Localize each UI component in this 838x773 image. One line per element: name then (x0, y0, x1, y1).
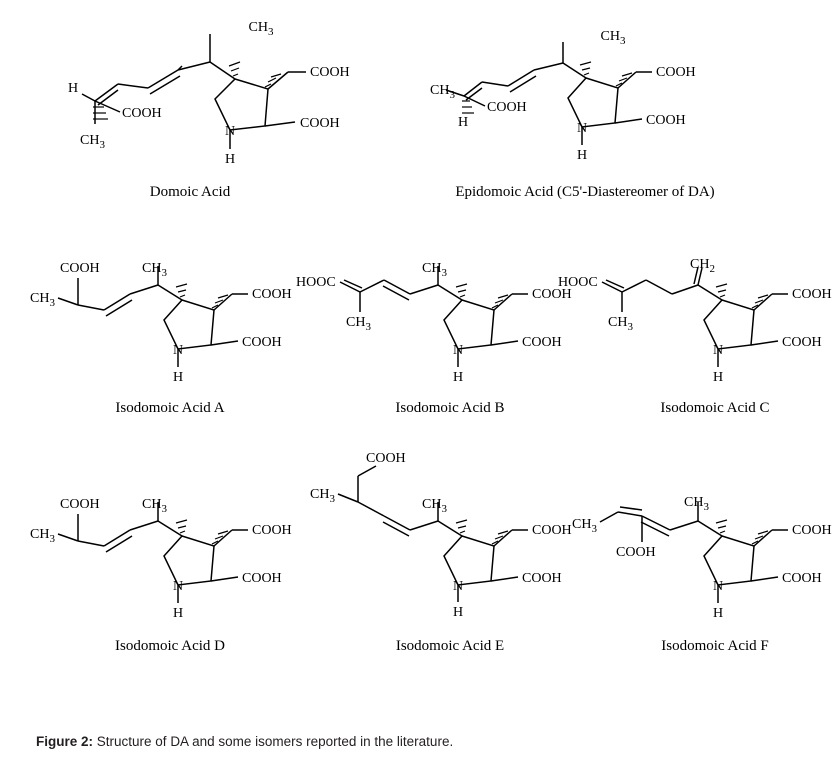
label-ch2-top: $CH_2$ (690, 257, 715, 275)
label-cooh-left: COOH (122, 106, 162, 121)
label-cooh-lower: COOH (522, 335, 562, 350)
label-ch3-left: $CH_3$ (572, 517, 597, 535)
label-cooh-upper: COOH (252, 287, 292, 302)
isodomoic-c-diagram (558, 250, 838, 390)
label-n-h: H (576, 148, 588, 163)
caption-isodomoic-acid-d: Isodomoic Acid D (115, 638, 225, 654)
label-ch3-left: $CH_3$ (310, 487, 335, 505)
label-n: N (576, 121, 588, 136)
label-n: N (172, 579, 184, 594)
label-ch3-left: $CH_3$ (430, 83, 455, 101)
label-ch3-mid: $CH_3$ (422, 497, 447, 515)
label-cooh-lower: COOH (646, 113, 686, 128)
label-ch3-left: $CH_3$ (80, 133, 105, 151)
label-n-h: H (224, 152, 236, 167)
label-cooh-mid: COOH (616, 545, 656, 560)
label-cooh-lower: COOH (782, 335, 822, 350)
label-cooh-top: COOH (60, 497, 100, 512)
label-ch3-top: $CH_3$ (248, 20, 274, 38)
label-n: N (712, 343, 724, 358)
domoic-acid-diagram (60, 4, 390, 184)
isodomoic-e-diagram (310, 440, 590, 625)
caption-isodomoic-acid-c: Isodomoic Acid C (660, 400, 770, 416)
structure-domoic-acid (60, 4, 390, 184)
caption-domoic-acid: Domoic Acid (149, 184, 231, 200)
label-cooh-upper: COOH (310, 65, 350, 80)
label-n-h: H (712, 606, 724, 621)
label-n: N (452, 579, 464, 594)
label-ch3-top: $CH_3$ (600, 29, 626, 47)
label-ch3-top: $CH_3$ (142, 261, 167, 279)
structure-isodomoic-acid-b (296, 250, 590, 390)
label-n-h: H (172, 370, 184, 385)
label-cooh-lower: COOH (522, 571, 562, 586)
label-cooh-top: COOH (60, 261, 100, 276)
structure-isodomoic-acid-d (30, 486, 310, 626)
label-n-h: H (452, 370, 464, 385)
label-cooh-upper: COOH (532, 523, 572, 538)
isodomoic-a-diagram (30, 250, 310, 390)
label-h-left: H (68, 81, 79, 96)
isodomoic-f-diagram (572, 486, 838, 626)
label-n: N (452, 343, 464, 358)
label-n: N (172, 343, 184, 358)
label-cooh-lower: COOH (300, 116, 340, 131)
label-n: N (712, 579, 724, 594)
label-cooh-lower: COOH (242, 571, 282, 586)
caption-isodomoic-acid-e: Isodomoic Acid E (395, 638, 505, 654)
caption-isodomoic-acid-f: Isodomoic Acid F (661, 638, 769, 654)
label-hooc: HOOC (558, 275, 598, 290)
label-ch3-mid: $CH_3$ (346, 315, 371, 333)
structure-isodomoic-acid-f (572, 486, 838, 626)
label-cooh-left: COOH (487, 100, 527, 115)
label-n: N (224, 124, 236, 139)
structure-isodomoic-acid-e (310, 440, 590, 625)
label-n-h: H (172, 606, 184, 621)
caption-epidomoic-acid: Epidomoic Acid (C5'-Diastereomer of DA) (455, 184, 715, 200)
epidomoic-acid-diagram (430, 18, 730, 178)
label-n-h: H (452, 605, 464, 620)
label-ch3-left: $CH_3$ (30, 291, 55, 309)
label-cooh-top: COOH (366, 451, 406, 466)
isodomoic-d-diagram (30, 486, 310, 626)
label-ch3-mid: $CH_3$ (608, 315, 633, 333)
label-hooc: HOOC (296, 275, 336, 290)
label-cooh-lower: COOH (242, 335, 282, 350)
label-cooh-upper: COOH (252, 523, 292, 538)
label-h-left: H (458, 115, 469, 130)
label-ch3-top: $CH_3$ (422, 261, 447, 279)
caption-isodomoic-acid-b: Isodomoic Acid B (395, 400, 505, 416)
figure-caption (36, 734, 453, 749)
label-n-h: H (712, 370, 724, 385)
label-cooh-upper: COOH (792, 523, 832, 538)
label-cooh-lower: COOH (782, 571, 822, 586)
label-ch3-left: $CH_3$ (30, 527, 55, 545)
structure-isodomoic-acid-a (30, 250, 310, 390)
label-cooh-upper: COOH (656, 65, 696, 80)
figure-caption-label: Figure 2: (36, 734, 94, 749)
isodomoic-b-diagram (296, 250, 590, 390)
label-cooh-upper: COOH (792, 287, 832, 302)
label-ch3-top: $CH_3$ (142, 497, 167, 515)
label-cooh-upper: COOH (532, 287, 572, 302)
structure-epidomoic-acid (430, 18, 730, 178)
structure-isodomoic-acid-c (558, 250, 838, 390)
caption-isodomoic-acid-a: Isodomoic Acid A (115, 400, 225, 416)
figure-caption-text: Structure of DA and some isomers reported in the literature. (96, 734, 454, 749)
label-ch3-top: $CH_3$ (684, 495, 709, 513)
